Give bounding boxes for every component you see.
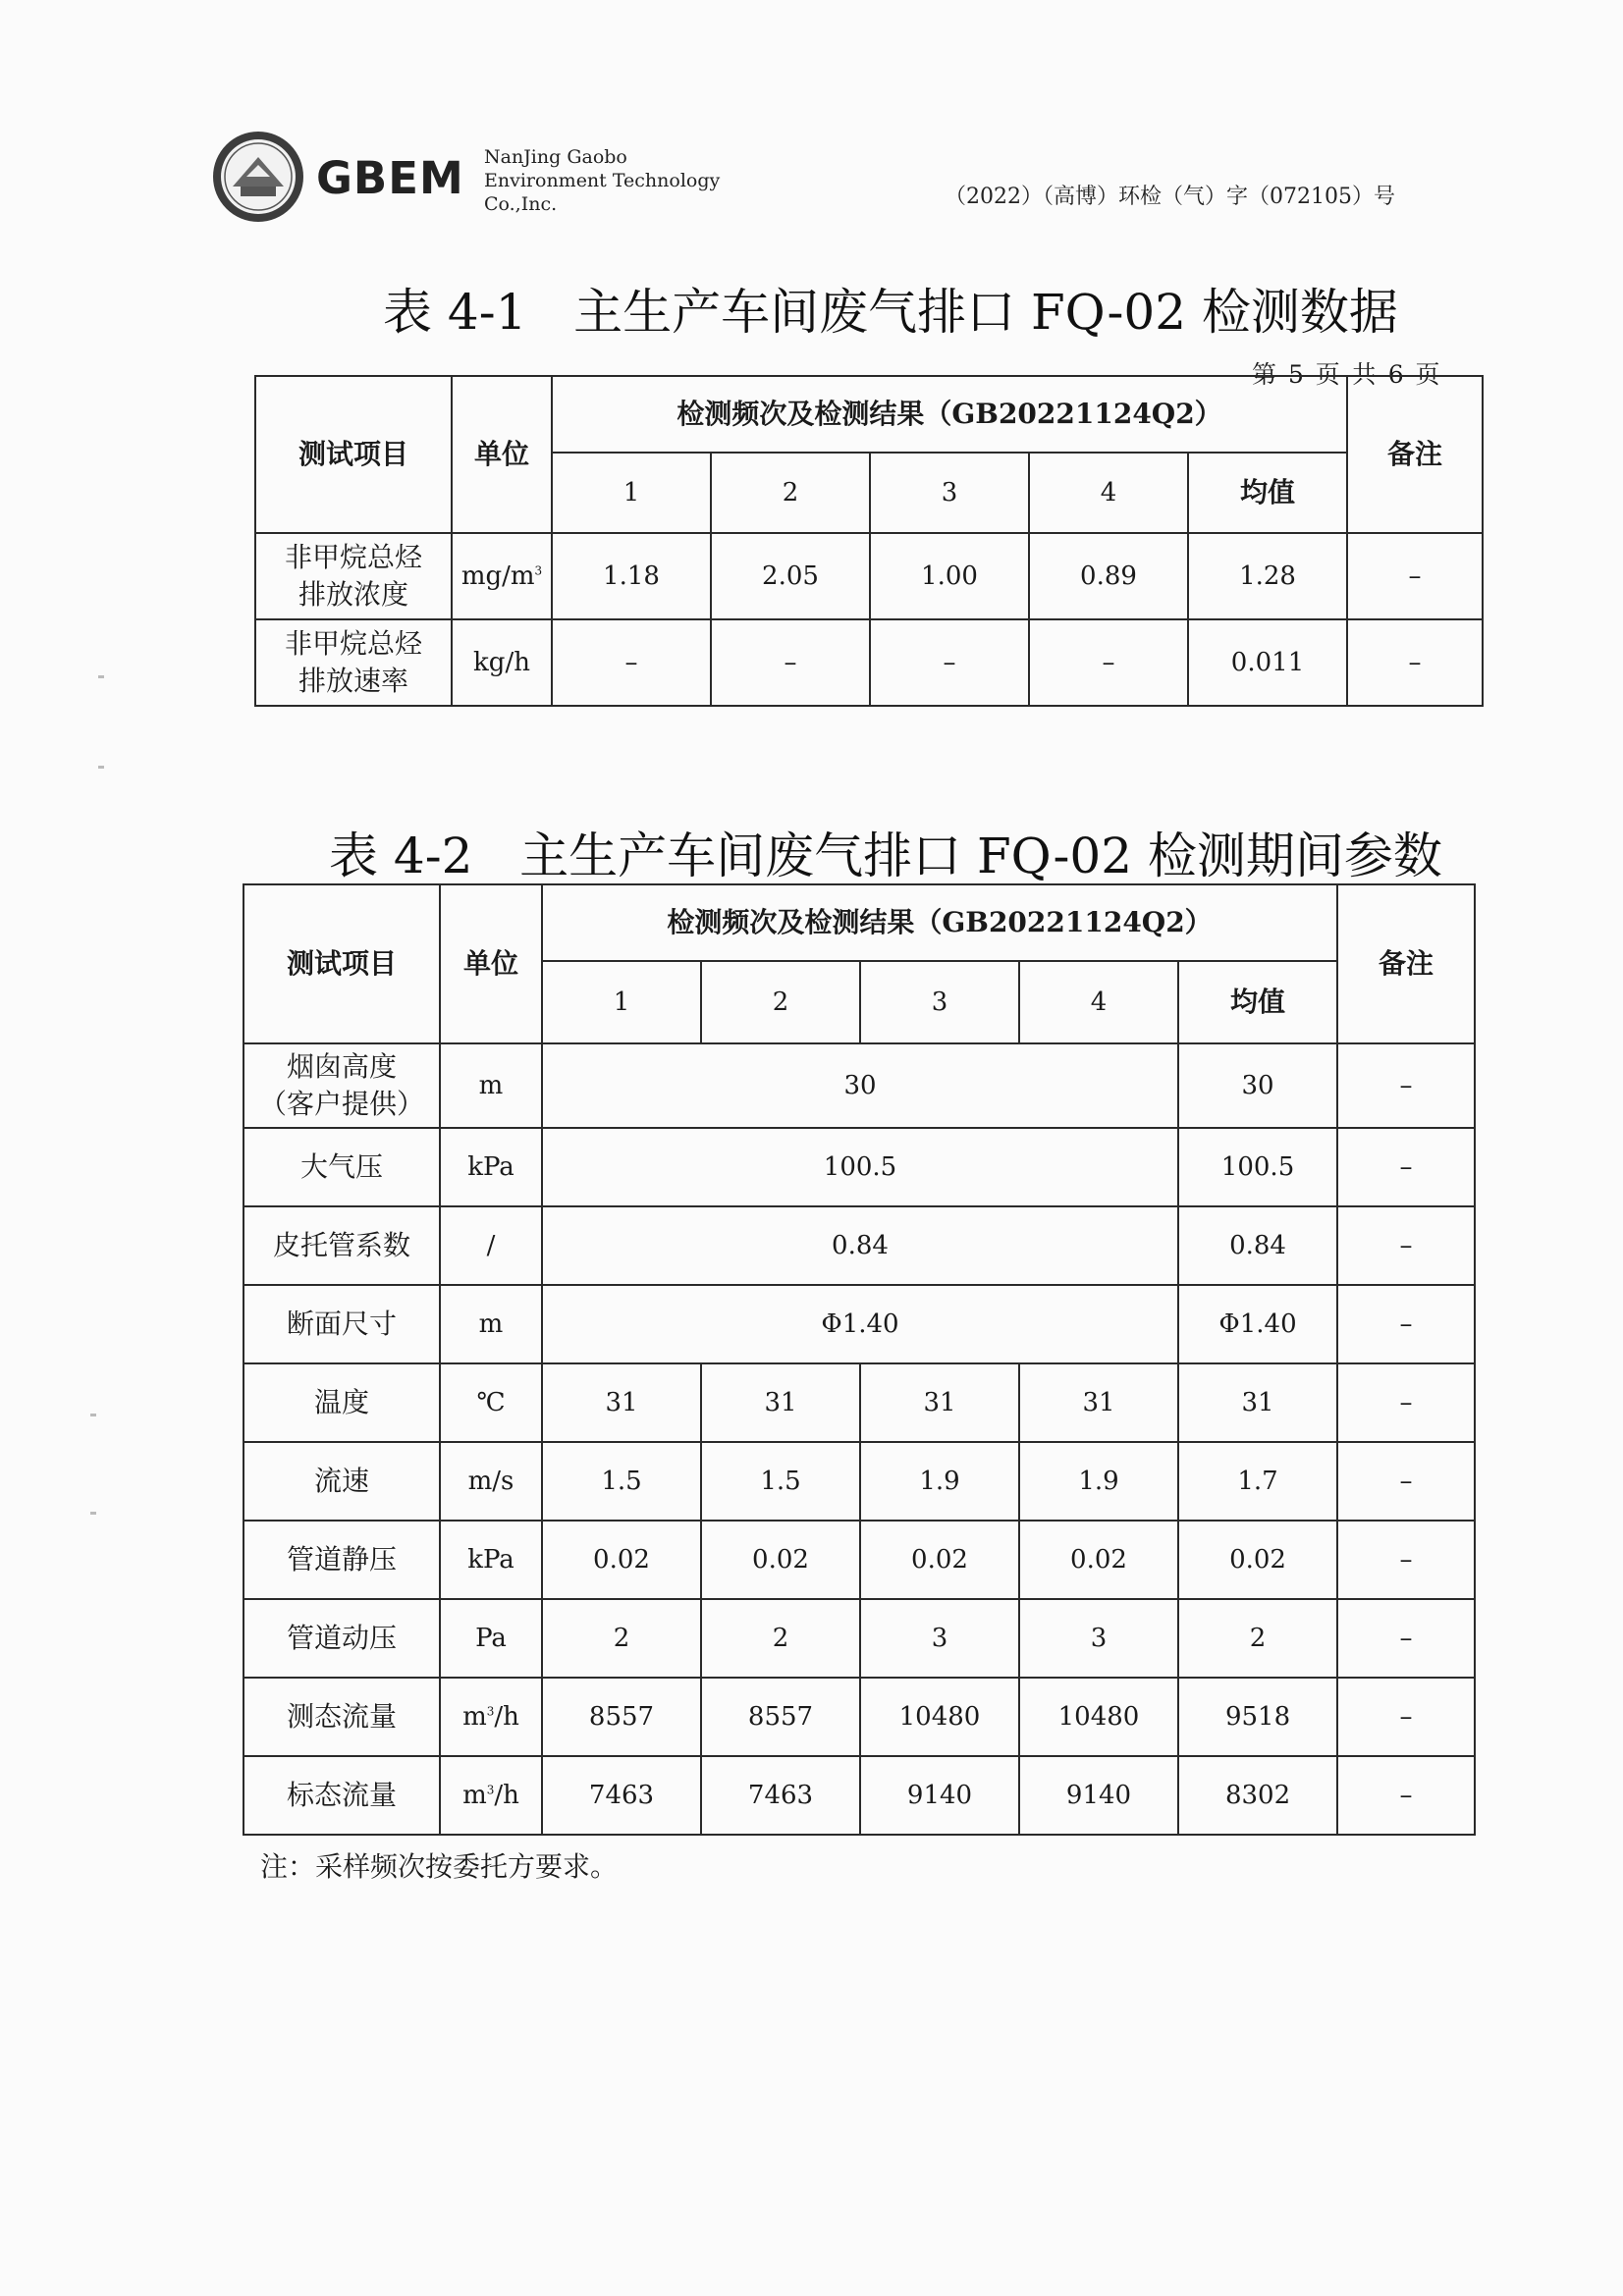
row-unit: m — [440, 1285, 542, 1363]
row-value: 10480 — [860, 1678, 1019, 1756]
row-unit: m/s — [440, 1442, 542, 1521]
table1-remark-header: 备注 — [1347, 376, 1483, 533]
table-row — [243, 1285, 1475, 1363]
table2-col-header: 2 — [701, 961, 860, 1043]
company-name — [484, 145, 720, 216]
table-row — [255, 619, 1483, 706]
table2-group-header: 检测频次及检测结果（GB20221124Q2） — [542, 884, 1337, 961]
row-item: 测态流量 — [243, 1678, 440, 1756]
row-mean: Φ1.40 — [1178, 1285, 1337, 1363]
table2-mean-header: 均值 — [1178, 961, 1337, 1043]
row-value: 9140 — [860, 1756, 1019, 1835]
table2-remark-header: 备注 — [1337, 884, 1475, 1043]
row-value: 31 — [542, 1363, 701, 1442]
row-mean: 0.84 — [1178, 1206, 1337, 1285]
table2-header-row — [243, 884, 1475, 961]
table2-title: 表 4-2 主生产车间废气排口 FQ-02 检测期间参数 — [329, 828, 1442, 884]
table2-col-header: 4 — [1019, 961, 1178, 1043]
row-item: 大气压 — [243, 1128, 440, 1206]
row-remark: – — [1337, 1128, 1475, 1206]
table2-col-header: 3 — [860, 961, 1019, 1043]
row-remark: – — [1337, 1206, 1475, 1285]
table1-header-row — [255, 376, 1483, 453]
row-unit: ℃ — [440, 1363, 542, 1442]
row-item: 非甲烷总烃 排放速率 — [255, 619, 452, 706]
company-seal-logo — [211, 130, 305, 224]
row-value: 1.00 — [870, 533, 1029, 619]
table2-item-header: 测试项目 — [243, 884, 440, 1043]
scan-speck — [90, 1414, 96, 1416]
row-merged-value: 100.5 — [542, 1128, 1178, 1206]
row-value: – — [711, 619, 870, 706]
table1-col-header: 1 — [552, 453, 711, 533]
row-merged-value: 30 — [542, 1043, 1178, 1128]
row-value: 0.89 — [1029, 533, 1188, 619]
table-row — [243, 1128, 1475, 1206]
row-value: – — [1029, 619, 1188, 706]
row-remark: – — [1347, 619, 1483, 706]
row-remark: – — [1337, 1363, 1475, 1442]
row-mean: 0.02 — [1178, 1521, 1337, 1599]
row-value: 1.18 — [552, 533, 711, 619]
row-unit: / — [440, 1206, 542, 1285]
row-remark: – — [1347, 533, 1483, 619]
row-mean: 0.011 — [1188, 619, 1347, 706]
company-line: Environment Technology — [484, 170, 721, 191]
row-item: 标态流量 — [243, 1756, 440, 1835]
scan-speck — [90, 1512, 96, 1515]
row-mean: 8302 — [1178, 1756, 1337, 1835]
row-unit: kPa — [440, 1521, 542, 1599]
scan-speck — [98, 675, 104, 678]
table-row — [243, 1363, 1475, 1442]
table2-unit-header: 单位 — [440, 884, 542, 1043]
row-merged-value: Φ1.40 — [542, 1285, 1178, 1363]
row-value: 8557 — [542, 1678, 701, 1756]
row-value: 2.05 — [711, 533, 870, 619]
row-value: 10480 — [1019, 1678, 1178, 1756]
table-row — [243, 1599, 1475, 1678]
row-remark: – — [1337, 1285, 1475, 1363]
row-mean: 1.7 — [1178, 1442, 1337, 1521]
row-mean: 31 — [1178, 1363, 1337, 1442]
row-value: 3 — [1019, 1599, 1178, 1678]
row-value: 1.9 — [1019, 1442, 1178, 1521]
table-row — [255, 533, 1483, 619]
row-unit: Pa — [440, 1599, 542, 1678]
row-mean: 9518 — [1178, 1678, 1337, 1756]
table1 — [254, 375, 1484, 707]
row-item: 非甲烷总烃 排放浓度 — [255, 533, 452, 619]
row-item: 管道动压 — [243, 1599, 440, 1678]
table-row — [243, 1756, 1475, 1835]
row-mean: 1.28 — [1188, 533, 1347, 619]
table2 — [243, 883, 1476, 1836]
row-mean: 100.5 — [1178, 1128, 1337, 1206]
scan-speck — [98, 766, 104, 769]
table1-col-header: 3 — [870, 453, 1029, 533]
table-row — [243, 1043, 1475, 1128]
row-value: 0.02 — [701, 1521, 860, 1599]
row-value: 7463 — [701, 1756, 860, 1835]
table1-group-header: 检测频次及检测结果（GB20221124Q2） — [552, 376, 1347, 453]
row-value: 3 — [860, 1599, 1019, 1678]
row-value: 7463 — [542, 1756, 701, 1835]
row-value: 2 — [701, 1599, 860, 1678]
row-remark: – — [1337, 1756, 1475, 1835]
table-row — [243, 1206, 1475, 1285]
table1-title: 表 4-1 主生产车间废气排口 FQ-02 检测数据 — [383, 284, 1398, 341]
row-mean: 30 — [1178, 1043, 1337, 1128]
table-row — [243, 1678, 1475, 1756]
row-item: 流速 — [243, 1442, 440, 1521]
company-line: Co.,Inc. — [484, 193, 558, 215]
table-row — [243, 1442, 1475, 1521]
row-remark: – — [1337, 1678, 1475, 1756]
row-unit: $m^3/h$ — [440, 1756, 542, 1835]
page-info: 第 5 页 共 6 页 — [1252, 360, 1442, 389]
row-unit: $mg/m^3$ — [452, 533, 552, 619]
table1-mean-header: 均值 — [1188, 453, 1347, 533]
brand-name: GBEM — [316, 152, 464, 204]
row-value: 31 — [860, 1363, 1019, 1442]
row-value: 31 — [1019, 1363, 1178, 1442]
table2-col-header: 1 — [542, 961, 701, 1043]
document-number: （2022）（高博）环检（气）字（072105）号 — [945, 185, 1395, 209]
row-merged-value: 0.84 — [542, 1206, 1178, 1285]
row-mean: 2 — [1178, 1599, 1337, 1678]
row-value: – — [870, 619, 1029, 706]
table1-col-header: 4 — [1029, 453, 1188, 533]
row-value: 0.02 — [860, 1521, 1019, 1599]
row-unit: kPa — [440, 1128, 542, 1206]
row-item: 管道静压 — [243, 1521, 440, 1599]
row-item: 烟囱高度 （客户提供） — [243, 1043, 440, 1128]
row-value: 0.02 — [542, 1521, 701, 1599]
row-item: 断面尺寸 — [243, 1285, 440, 1363]
company-line: NanJing Gaobo — [484, 146, 627, 168]
row-unit: $m^3/h$ — [440, 1678, 542, 1756]
row-value: 1.5 — [701, 1442, 860, 1521]
row-unit: m — [440, 1043, 542, 1128]
table-row — [243, 1521, 1475, 1599]
row-value: 1.9 — [860, 1442, 1019, 1521]
footnote: 注：采样频次按委托方要求。 — [260, 1850, 619, 1883]
row-unit: kg/h — [452, 619, 552, 706]
table1-item-header: 测试项目 — [255, 376, 452, 533]
row-value: – — [552, 619, 711, 706]
row-value: 2 — [542, 1599, 701, 1678]
row-item: 温度 — [243, 1363, 440, 1442]
row-value: 0.02 — [1019, 1521, 1178, 1599]
row-remark: – — [1337, 1599, 1475, 1678]
row-value: 31 — [701, 1363, 860, 1442]
table1-unit-header: 单位 — [452, 376, 552, 533]
row-remark: – — [1337, 1521, 1475, 1599]
row-value: 1.5 — [542, 1442, 701, 1521]
row-value: 9140 — [1019, 1756, 1178, 1835]
row-item: 皮托管系数 — [243, 1206, 440, 1285]
row-value: 8557 — [701, 1678, 860, 1756]
row-remark: – — [1337, 1442, 1475, 1521]
table1-col-header: 2 — [711, 453, 870, 533]
row-remark: – — [1337, 1043, 1475, 1128]
